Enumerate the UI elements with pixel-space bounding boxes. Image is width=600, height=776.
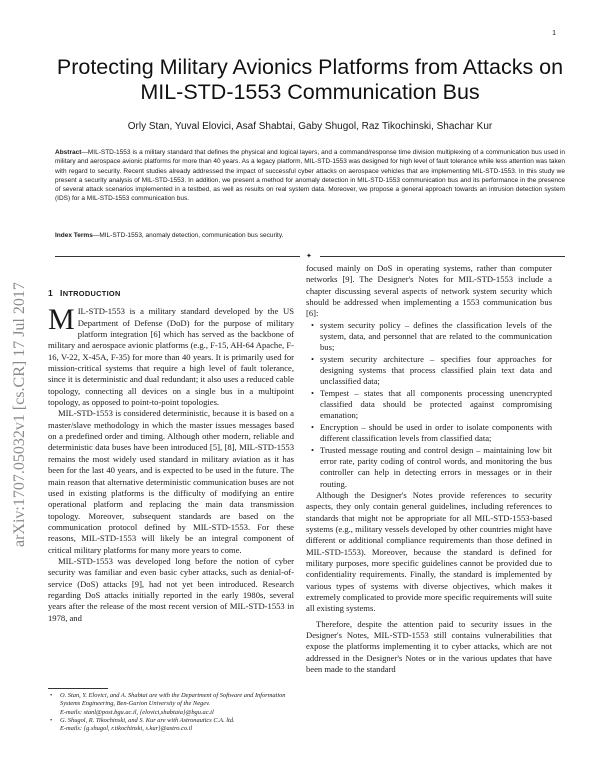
right-column [306,263,552,675]
section-divider [55,252,565,260]
footnote-email: E-mails: {g.shugol, r.tikochinski, s.kur}@astro.co.il [60,725,193,733]
section-title-rest: NTRODUCTION [62,289,121,298]
footnote [48,717,294,734]
abstract-text: —MIL-STD-1553 is a military standard that defines the physical and logical layers, and a command/response time division multiplexing of a communication bus used in military and aerospace avionic platforms for more than 40 years. As a legacy platform, MIL-STD-1553 was designed for high level of fault tolerance while less attention was taken with regard to security. Recent studies already addressed the impact of successful cyber attacks on aerospace vehicles that are implementing MIL-STD-1553. In this study we present a security analysis of MIL-STD-1553. In addition, we present a method for anomaly detection in MIL-STD-1553 communication bus and its performance in the presence of several attack scenarios implemented in a testbed, as well as results on real system data. Moreover, we propose a general approach towards an intrusion detection system (IDS) for a MIL-STD-1553 communication bus. [55,149,565,203]
divider-line-right [320,256,565,257]
paragraph [48,303,294,408]
paragraph: focused mainly on DoS in operating systems, rather than computer networks [9]. The Designer's Notes for MIL-STD-1553 include a chapter discussing several aspects of network system security which should be addressed when implementing a 1553 communication bus [6]: [306,263,552,319]
left-column [48,288,294,624]
abstract-label: Abstract [55,149,82,156]
abstract [55,148,565,204]
paragraph: MIL-STD-1553 is considered deterministic, because it is based on a master/slave methodology in which the master issues messages based on a predefined order and timing. Although other modern, reliable and deterministic data buses have been introduced [5], [8], MIL-STD-1553 remains the most widely used standard in military aviation as it has been for the last 40 years, and is expected to be used in the future. The main reason that alternative deterministic communication buses are not used in existing platforms is the difficulty of modifying an entire operational platform and replacing the main data transmission topology. Moreover, subsequent standards are based on the communication protocol defined by MIL-STD-1553. For these reasons, MIL-STD-1553 will likely be an integral component of critical military platforms for many more years to come. [48,408,294,555]
list-item: • Encryption – should be used in order to isolate components with different classification levels from classified data; [320,422,552,445]
divider-line-left [55,256,300,257]
paragraph: Therefore, despite the attention paid to security issues in the Designer's Notes, MIL-STD-1553 still contains vulnerabilities that expose the platforms implementing it to cyber attacks, which are not addressed in the Designer's Notes or in the various updates that have been made to the standard [306,618,552,675]
author-list: Orly Stan, Yuval Elovici, Asaf Shabtai, Gaby Shugol, Raz Tikochinski, Shachar Kur [127,121,493,132]
arxiv-identifier: arXiv:1707.05032v1 [cs.CR] 17 Jul 2017 [11,282,28,548]
list-item: • system security architecture – specifies four approaches for designing systems that process classified plain text data and unclassified data; [320,354,552,388]
list-item: • Trusted message routing and control design – maintaining low bit error rate, parity coding of control words, and monitoring the bus controller can help in detecting errors in messages or in their routing. [320,445,552,490]
footnote-bullet: • [50,692,53,699]
paragraph: Although the Designer's Notes provide references to security aspects, they only contain general guidelines, including references to standards that might not be appropriate for all MIL-STD-1553-based systems (e.g., military vessels developed by other countries might have different or additional compliance requirements than those defined in MIL-STD-1553). Moreover, because the standard is defined for military purposes, more specific guidelines cannot be provided due to confidentiality requirements. Finally, the standard is implemented by various types of systems with diverse objectives, which makes it extremely complicated to provide more specific requirements will suite all existing systems. [306,489,552,614]
footnote-rule [48,688,108,689]
drop-cap: M [48,303,75,337]
footnote-text: G. Shugol, R. Tikochinski, and S. Kur are with Astronautics C.A. ltd. [60,716,235,724]
index-terms-text: —MIL-STD-1553, anomaly detection, communication bus security. [92,232,284,239]
page-number: 1 [552,30,556,37]
paper-title: Protecting Military Avionics Platforms from Attacks on MIL-STD-1553 Communication Bus [56,55,564,104]
footnote-bullet: • [50,716,53,724]
footnotes [48,692,294,733]
paragraph: MIL-STD-1553 was developed long before the notion of cyber security was familiar and even basic cyber attacks, such as denial-of-service (DoS) attacks [9], had not yet been introduced. Research regarding DoS attacks initially reported in the early 1980s, several years after the release of the most recent version of MIL-STD-1553 in 1978, and [48,555,294,623]
index-terms [55,232,565,239]
section-title-initial: I [60,288,63,298]
footnote [48,692,294,717]
divider-diamond-icon: ✦ [306,252,312,260]
section-heading [48,288,294,299]
bullet-list [306,320,552,490]
paragraph-text: IL-STD-1553 is a military standard developed by the US Department of Defense (DoD) for the purpose of military platform integration [6] which has served as the backbone of military and aerospace avionic platforms (e.g., F-15, AH-64 Apache, F-16, V-22, X-45A, F-35) for more than 40 years. It is primarily used for mission-critical systems that require a high level of fault tolerance, since it is deterministic and dual redundant; it also uses a reduced cable topology, connecting all devices on a single bus in a multipoint topology, as opposed to point-to-point topologies. [48,306,294,408]
footnote-text: O. Stan, Y. Elovici, and A. Shabtai are with the Department of Software and Information Systems Engineering, Ben-Gurion University of the Negev. [60,692,286,708]
list-item: • system security policy – defines the classification levels of the system, data, and personnel that are related to the communication bus; [320,320,552,354]
list-item: • Tempest – states that all components processing unencrypted classified data should be protected against compromising emanation; [320,388,552,422]
footnote-email: E-mails: stanl@post.bgu.ac.il, {elovici,shabtaia}@bgu.ac.il [60,708,214,716]
section-number: 1 [48,288,54,298]
index-terms-label: Index Terms [55,232,93,239]
